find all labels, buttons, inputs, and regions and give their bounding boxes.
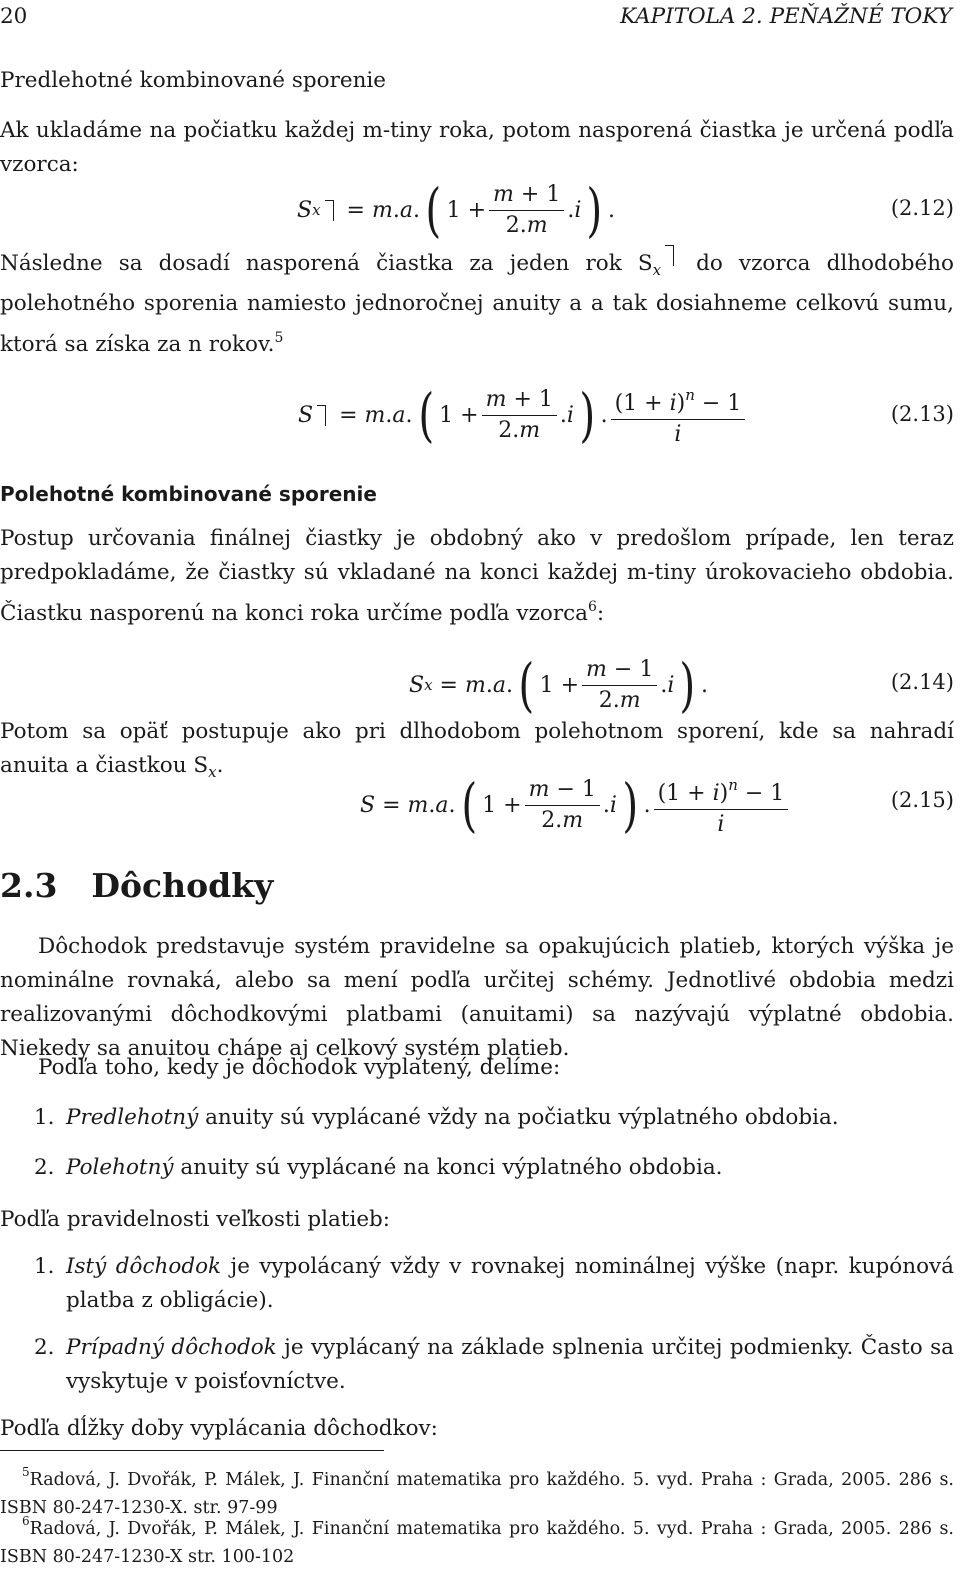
paragraph-polehotne-text2: Potom sa opäť postupuje ako pri dlhodobom polehotnom sporení, kde sa nahradí anuita a čiastkou $S_x$. — [0, 719, 954, 781]
section-title-predlehotne: Predlehotné kombinované sporenie — [0, 68, 387, 93]
paragraph-predlehotne-intro: Ak ukladáme na počiatku každej m-tiny roka, potom nasporená čiastka je určená podľa vzorca: — [0, 118, 954, 177]
paragraph-predlehotne-text2: Následne sa dosadí nasporená čiastka za jeden rok $S_x$ do vzorca dlhodobého polehotného sporenia namiesto jednoročnej anuity a a tak dosiahneme celkovú sumu, ktorá sa získa za n rokov.$^5$ — [0, 245, 954, 362]
section-heading-dochodky — [0, 862, 273, 910]
section-title-polehotne: Polehotné kombinované sporenie — [0, 482, 377, 506]
footnote-rule — [0, 1450, 384, 1451]
equation-2-15: S = m.a. ( 1 + $\frac{m - 1}{2.m}$ .i ) . $\frac{(1 + i)^n - 1}{i}$ — [360, 775, 791, 835]
footnote-5: $^5$Radová, J. Dvořák, P. Málek, J. Finanční matematika pro každého. 5. vyd. Praha : Grada, 2005. 286 s. ISBN 80-247-1230-X. str. 97-99 — [0, 1465, 954, 1518]
paragraph-polehotne-text1: Postup určovania finálnej čiastky je obdobný ako v predošlom prípade, len teraz predpokladáme, že čiastky sú vkladané na konci každej m-tiny úrokovacieho obdobia. Čiastku nasporenú na konci roka určíme podľa vzorca$^6$: — [0, 526, 954, 626]
list-item: 1. Istý dôchodok je vypolácaný vždy v rovnakej nominálnej výške (napr. kupónová platba z obligácie). — [34, 1254, 954, 1313]
paragraph-dochodky-3: Podľa pravidelnosti veľkosti platieb: — [0, 1207, 391, 1232]
equation-number-2-12: (2.12) — [890, 196, 954, 220]
equation-number-2-13: (2.13) — [890, 402, 954, 426]
page-number: 20 — [0, 4, 28, 29]
list-item: 2. Polehotný anuity sú vyplácané na konci výplatného obdobia. — [34, 1155, 723, 1180]
section-number: 2.3 — [0, 866, 58, 905]
paragraph-dochodky-4: Podľa dĺžky doby vyplácania dôchodkov: — [0, 1416, 438, 1441]
paragraph-dochodky-1: Dôchodok predstavuje systém pravidelne sa opakujúcich platieb, ktorých výška je nominálne rovnaká, alebo sa mení podľa určitej schémy. Jednotlivé obdobia medzi realizovanými dôchodkovými platbami (anuitami) sa nazývajú výplatné obdobia. Niekedy sa anuitou chápe aj celkový systém platieb. — [0, 934, 954, 1061]
equation-number-2-15: (2.15) — [890, 788, 954, 812]
equation-2-13: S = m.a. ( 1 + $\frac{m + 1}{2.m}$ .i ) . $\frac{(1 + i)^n - 1}{i}$ — [298, 385, 748, 445]
paragraph-dochodky-2: Podľa toho, kedy je dôchodok vyplatený, delíme: — [38, 1055, 561, 1080]
equation-2-14: S x = m.a. ( 1 + $\frac{m - 1}{2.m}$ .i ) . — [409, 651, 709, 719]
section-title: Dôchodky — [91, 866, 274, 905]
footnote-6: $^6$Radová, J. Dvořák, P. Málek, J. Finanční matematika pro každého. 5. vyd. Praha : Grada, 2005. 286 s. ISBN 80-247-1230-X str. 100-102 — [0, 1514, 954, 1567]
equation-number-2-14: (2.14) — [890, 670, 954, 694]
equation-2-12: S x = m.a. ( 1 + $\frac{m + 1}{2.m}$ .i ) . — [297, 176, 616, 244]
running-header: KAPITOLA 2. PEŇAŽNÉ TOKY — [619, 4, 952, 29]
list-item: 2. Prípadný dôchodok je vyplácaný na základe splnenia určitej podmienky. Často sa vyskytuje v poisťovníctve. — [34, 1335, 954, 1394]
list-item: 1. Predlehotný anuity sú vyplácané vždy na počiatku výplatného obdobia. — [34, 1105, 839, 1130]
